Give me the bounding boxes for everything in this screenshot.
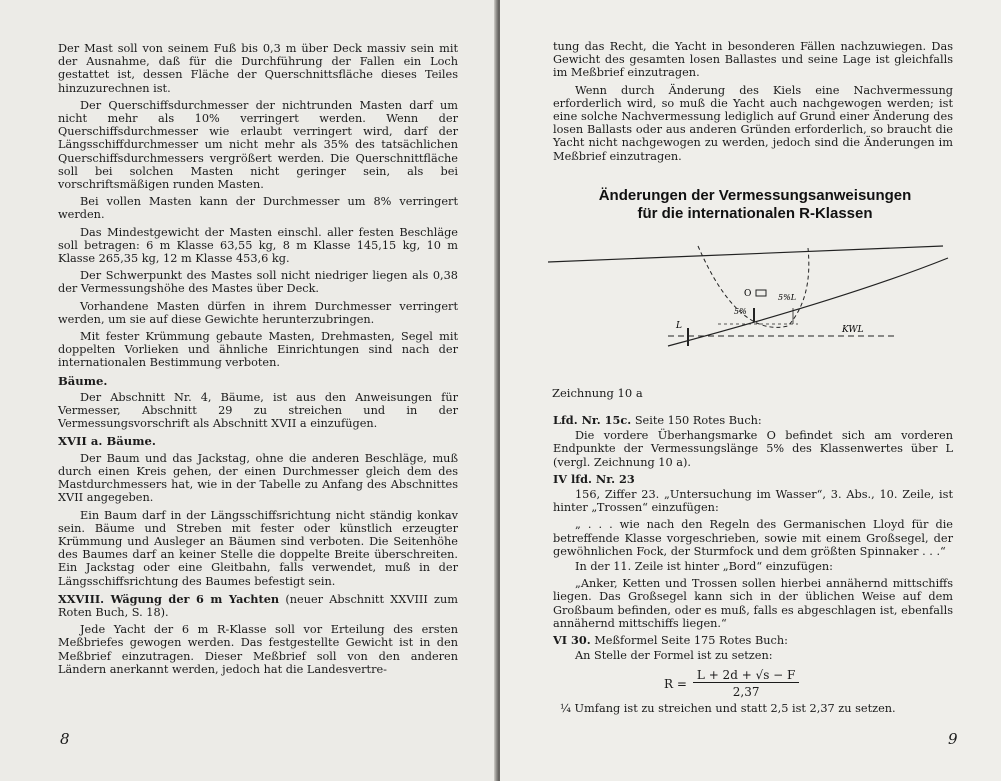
paragraph-schwerpunkt: Der Schwerpunkt des Mastes soll nicht niedriger liegen als 0,38 der Vermessungshöhe des Mastes über Deck. (58, 269, 458, 296)
paragraph-verboten: Mit fester Krümmung gebaute Masten, Drehmasten, Segel mit doppelten Vorlieken und ähnliche Einrichtungen sind nach der internationalen Bestimmung verboten. (58, 330, 458, 370)
closing-text: ¼ Umfang ist zu streichen und statt 2,5 ist 2,37 zu setzen. (560, 702, 896, 715)
drawing-10a (548, 228, 958, 358)
heading-xvii-a: XVII a. Bäume. (58, 434, 156, 449)
item-vi-30 (553, 634, 953, 647)
paragraph-wägung: Jede Yacht der 6 m R-Klasse soll vor Erteilung des ersten Meßbriefes gewogen werden. Das festgestellte Gewicht ist in den Meßbrief einzutragen. Dieser Meßbrief soll von den anderen Ländern anerkannt werden, jedoch hat die Landesvertre- (58, 623, 458, 676)
label-kwl: KWL (842, 325, 864, 335)
paragraph-baeume: Der Abschnitt Nr. 4, Bäume, ist aus den Anweisungen für Vermesser, Abschnitt 29 zu streichen und in der Vermessungsvorschrift als Abschnitt XVII a einzufügen. (58, 390, 458, 431)
label-l: L (676, 321, 682, 331)
item-lfd-15c-text: Seite 150 Rotes Buch: (634, 414, 762, 427)
left-page (0, 0, 497, 781)
item-iv-23 (553, 473, 953, 486)
formula-fraction (693, 668, 799, 699)
page-number-left: 8 (60, 730, 70, 748)
page-number-right: 9 (948, 730, 958, 748)
label-5pct-l: 5%L (778, 293, 797, 302)
paragraph-mast-massiv: Der Mast soll von seinem Fuß bis 0,3 m über Deck massiv sein mit der Ausnahme, daß für die Durchführung der Fallen ein Loch gestattet ist, dessen Fläche der Querschnittsfläche dieses Teiles hinzuzurechnen ist. (58, 42, 458, 95)
section-title (560, 187, 950, 223)
closing-line (560, 702, 960, 719)
heading-xxviii-suffix: (neuer Abschnitt XXVIII zum Roten Buch, S. 18). (58, 592, 458, 619)
heading-xxviii: XXVIII. Wägung der 6 m Yachten (58, 591, 280, 606)
section-title-line2: für die internationalen R-Klassen (637, 205, 873, 222)
right-bottom-column (553, 410, 953, 666)
item-vi-30-head: VI 30. (553, 633, 591, 648)
rating-formula (664, 668, 799, 699)
drawing-caption: Zeichnung 10 a (552, 386, 643, 400)
hull-bow-line (668, 258, 948, 346)
item-lfd-15c (553, 414, 953, 427)
item-overhang-text: Die vordere Überhangsmarke O befindet sich am vorderen Endpunkte der Vermessungslänge 5% des Klassenwertes über L (vergl. Zeichnung 10 a). (553, 429, 953, 469)
paragraph-baum-konkav: Ein Baum darf in der Längsschiffsrichtung nicht ständig konkav sein. Bäume und Streben mit fester oder künstlich erzeugter Krümmung und Ausleger an Bäumen sind verboten. Die Seitenhöhe des Baumes darf an keiner Stelle die doppelte Breite überschreiten. Ein Jackstag oder eine Gleitbahn, falls verwendet, muß in der Längsschiffsrichtung des Baumes befestigt sein. (58, 508, 458, 588)
item-zeile-11: In der 11. Zeile ist hinter „Bord“ einzufügen: (575, 560, 833, 574)
item-quote-anker: „Anker, Ketten und Trossen sollen hierbei annähernd mittschiffs liegen. Das Großsegel kann sich in der üblichen Weise auf dem Großbaum befinden, oder es muß, falls es abgeschlagen ist, ebenfalls annähernd mittschiffs liegen.“ (553, 577, 953, 630)
right-top-column (553, 40, 953, 167)
paragraph-landesvertretung: tung das Recht, die Yacht in besonderen Fällen nachzuwiegen. Das Gewicht des gesamten losen Ballastes und seine Lage ist gleichfalls im Meßbrief einzutragen. (553, 40, 953, 80)
deck-line (548, 246, 943, 262)
paragraph-volle-masten: Bei vollen Masten kann der Durchmesser um 8% verringert werden. (58, 195, 458, 222)
left-text-column (58, 42, 458, 680)
label-5pct: 5% (734, 307, 747, 316)
formula-numerator: L + 2d + √s − F (693, 668, 799, 683)
formula-denominator: 2,37 (732, 685, 760, 699)
heading-baeume: Bäume. (58, 373, 108, 388)
section-title-line1: Änderungen der Vermessungsanweisungen (598, 187, 912, 204)
paragraph-mindestgewicht: Das Mindestgewicht der Masten einschl. aller festen Beschläge soll betragen: 6 m Klasse 63,55 kg, 8 m Klasse 145,15 kg, 10 m Klasse 265,35 kg, 12 m Klasse 453,6 kg. (58, 225, 458, 266)
formula-lhs: R = (664, 676, 687, 691)
paragraph-nachvermessung: Wenn durch Änderung des Kiels eine Nachvermessung erforderlich wird, so muß die Yacht auch nachgewogen werden; ist eine solche Nachvermessung lediglich auf Grund einer Änderung des losen Ballasts oder aus anderen Gründen erforderlich, so braucht die Yacht nicht nachgewogen zu werden, jedoch sind die Änderungen im Meßbrief einzutragen. (553, 83, 953, 163)
box-mark (756, 290, 766, 296)
paragraph-baum-kreis: Der Baum und das Jackstag, ohne die anderen Beschläge, muß durch einen Kreis gehen, der einen Durchmesser gleich dem des Mastdurchmessers hat, wie in der Tabelle zu Anfang des Abschnittes XVII angegeben. (58, 451, 458, 505)
item-iv-23-head: IV lfd. Nr. 23 (553, 471, 635, 486)
item-formel-intro: An Stelle der Formel ist zu setzen: (575, 649, 773, 663)
paragraph-vorhandene-masten: Vorhandene Masten dürfen in ihrem Durchmesser verringert werden, um sie auf diese Gewichte herunterzubringen. (58, 299, 458, 326)
heading-xxviii-block (58, 593, 458, 619)
item-quote-lloyd: „ . . . wie nach den Regeln des Germanischen Lloyd für die betreffende Klasse vorgeschrieben, sowie mit einem Großsegel, der gewöhnlichen Fock, der Sturmfock und dem größten Spinnaker . . .“ (553, 518, 953, 558)
label-o: O (744, 289, 752, 299)
item-lfd-15c-head: Lfd. Nr. 15c. (553, 413, 632, 427)
item-vi-30-text: Meßformel Seite 175 Rotes Buch: (594, 634, 788, 648)
item-untersuchung: 156, Ziffer 23. „Untersuchung im Wasser“, 3. Abs., 10. Zeile, ist hinter „Trossen“ einzufügen: (553, 488, 953, 515)
paragraph-querschiff: Der Querschiffsdurchmesser der nichtrunden Masten darf um nicht mehr als 10% verringert werden. Wenn der Querschiffsdurchmesser wie erlaubt verringert wird, darf der Längsschiffdurchmesser um nicht mehr als 35% des tatsächlichen Querschiffsdurchmessers vergrößert werden. Die Querschnittfläche soll bei solchen Masten nicht geringer sein, als bei vorschriftsmäßigen runden Masten. (58, 98, 458, 192)
